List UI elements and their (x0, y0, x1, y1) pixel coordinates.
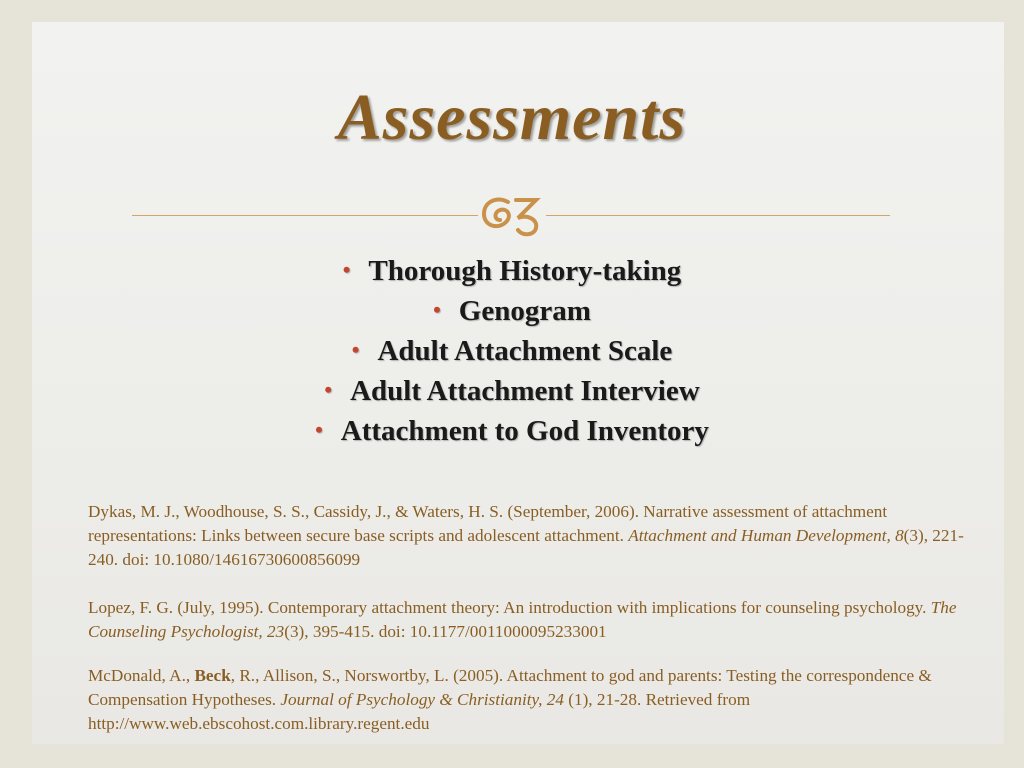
reference-dykas: Dykas, M. J., Woodhouse, S. S., Cassidy, J., & Waters, H. S. (September, 2006). Narrative assessment of attachment representations: Links between secure base scripts and adolescent attachment. Attachment and Human Development, 8(3), 221-240. doi: 10.1080/14616730600856099 (88, 502, 964, 569)
divider-left (132, 215, 478, 216)
reference-mcdonald: McDonald, A., Beck, R., Allison, S., Norswortby, L. (2005). Attachment to god and parents: Testing the correspondence & Compensation Hypotheses. Journal of Psychology & Christianity, 24 (1), 21-28. Retrieved from http://www.web.ebscohost.com.library.regent.edu (88, 666, 932, 733)
bullet-icon: • (342, 257, 351, 282)
assessment-list (0, 252, 1024, 452)
flourish-ornament-icon (478, 192, 546, 238)
references (88, 500, 978, 736)
divider-right (546, 215, 890, 216)
list-item: • Attachment to God Inventory (315, 415, 709, 447)
reference-lopez: Lopez, F. G. (July, 1995). Contemporary attachment theory: An introduction with implications for counseling psychology. The Counseling Psychologist, 23(3), 395-415. doi: 10.1177/0011000095233001 (88, 598, 957, 641)
list-item: • Adult Attachment Scale (351, 335, 673, 367)
bullet-icon: • (351, 337, 360, 362)
slide-title: Assessments (337, 81, 687, 154)
list-item: • Genogram (433, 295, 591, 327)
bullet-icon: • (433, 297, 441, 322)
list-item: • Thorough History-taking (342, 255, 682, 287)
list-item: • Adult Attachment Interview (324, 375, 700, 407)
bullet-icon: • (324, 377, 333, 402)
bullet-icon: • (315, 417, 323, 442)
